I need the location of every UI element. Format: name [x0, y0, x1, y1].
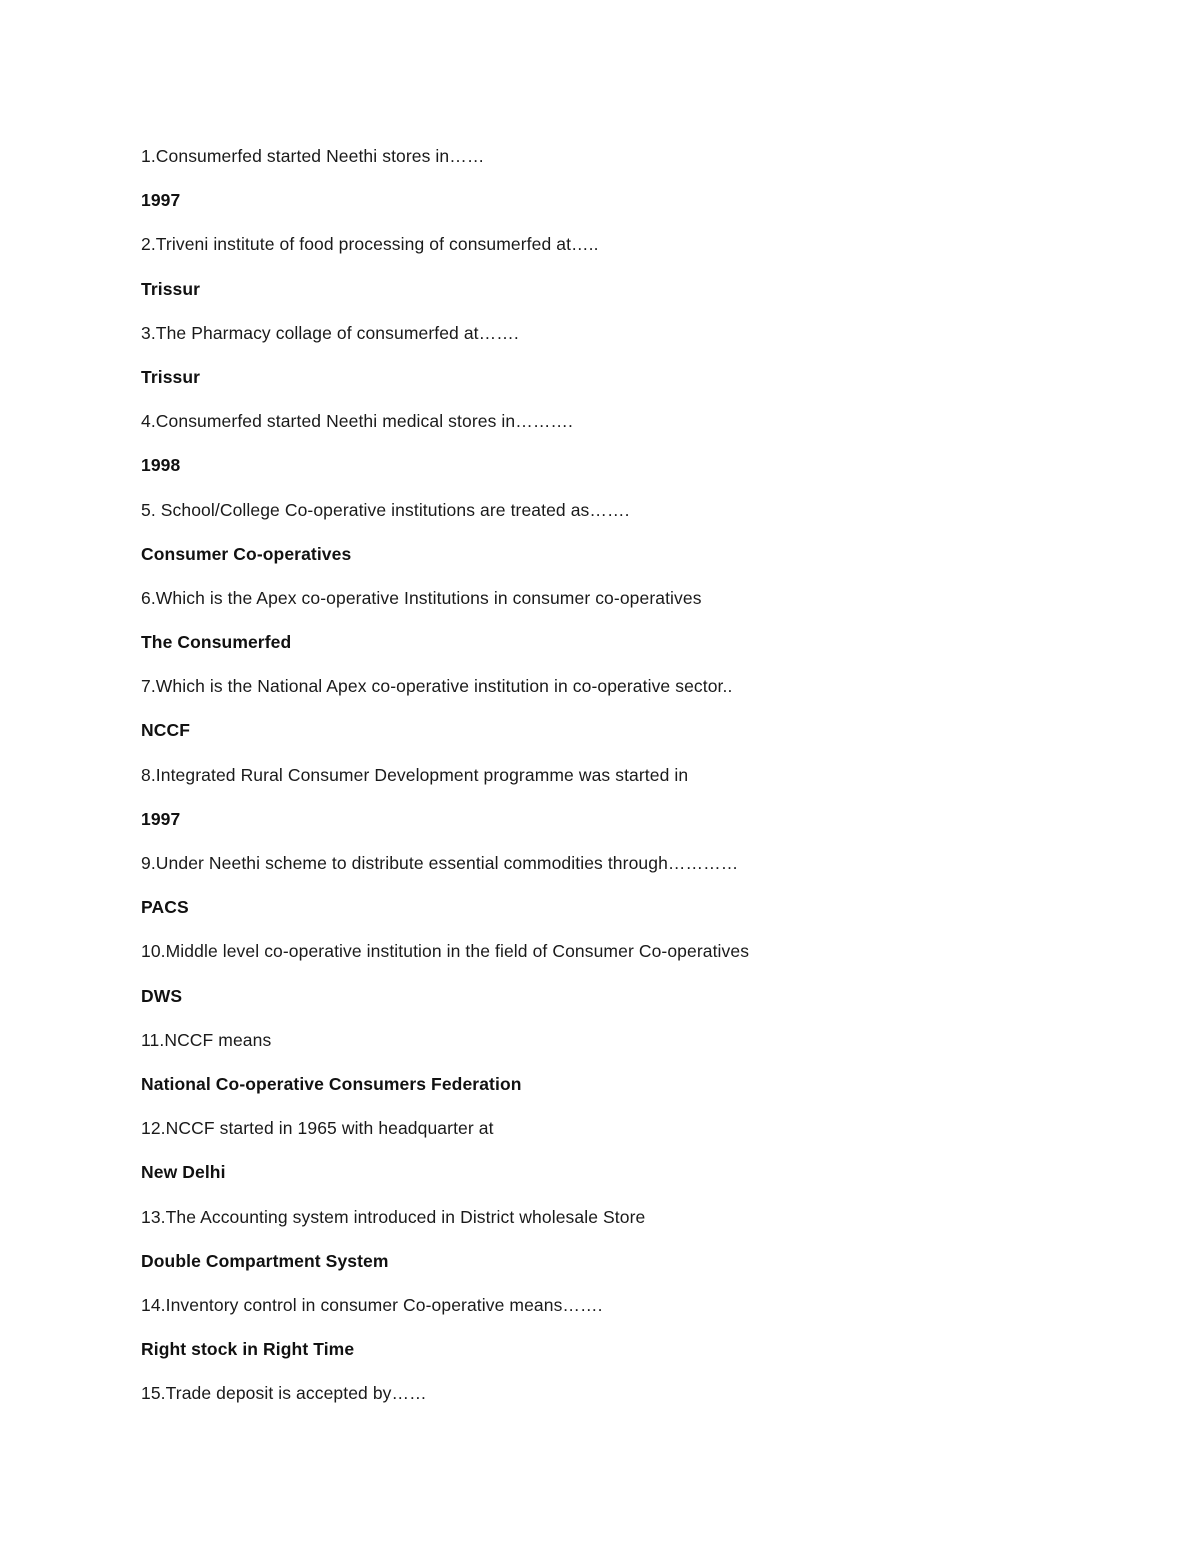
answer-line: NCCF — [141, 720, 191, 741]
answer-line: 1997 — [141, 808, 181, 829]
question-line: 5. School/College Co-operative institutions are treated as……. — [141, 499, 630, 520]
question-line: 1.Consumerfed started Neethi stores in…… — [141, 146, 485, 166]
question-line: 3.The Pharmacy collage of consumerfed at……. — [141, 322, 519, 343]
answer-line: Trissur — [141, 366, 201, 387]
answer-line: New Delhi — [141, 1162, 226, 1183]
question-line: 10.Middle level co-operative institution in the field of Consumer Co-operatives — [141, 941, 750, 962]
answer-line: Trissur — [141, 278, 201, 299]
answer-line: National Co-operative Consumers Federation — [141, 1073, 522, 1094]
question-line: 7.Which is the National Apex co-operative institution in co-operative sector.. — [141, 676, 733, 697]
question-answer-list — [141, 141, 1091, 1422]
question-line: 9.Under Neethi scheme to distribute essential commodities through………… — [141, 853, 739, 873]
question-line: 13.The Accounting system introduced in District wholesale Store — [141, 1206, 646, 1227]
answer-line: 1998 — [141, 455, 181, 476]
answer-line: Right stock in Right Time — [141, 1339, 355, 1360]
answer-line: Consumer Co-operatives — [141, 543, 352, 564]
answer-line: The Consumerfed — [141, 632, 292, 653]
answer-line: 1997 — [141, 190, 181, 211]
answer-line: Double Compartment System — [141, 1250, 389, 1271]
question-line: 6.Which is the Apex co-operative Institutions in consumer co-operatives — [141, 587, 702, 608]
question-line: 12.NCCF started in 1965 with headquarter at — [141, 1118, 494, 1139]
question-line: 15.Trade deposit is accepted by…… — [141, 1383, 427, 1404]
answer-line: DWS — [141, 985, 183, 1006]
question-line: 2.Triveni institute of food processing of consumerfed at….. — [141, 234, 599, 255]
answer-line: PACS — [141, 897, 189, 918]
question-line: 4.Consumerfed started Neethi medical stores in………. — [141, 411, 573, 432]
question-line: 14.Inventory control in consumer Co-operative means……. — [141, 1294, 603, 1315]
question-line: 11.NCCF means — [141, 1029, 272, 1050]
question-line: 8.Integrated Rural Consumer Development programme was started in — [141, 764, 689, 785]
